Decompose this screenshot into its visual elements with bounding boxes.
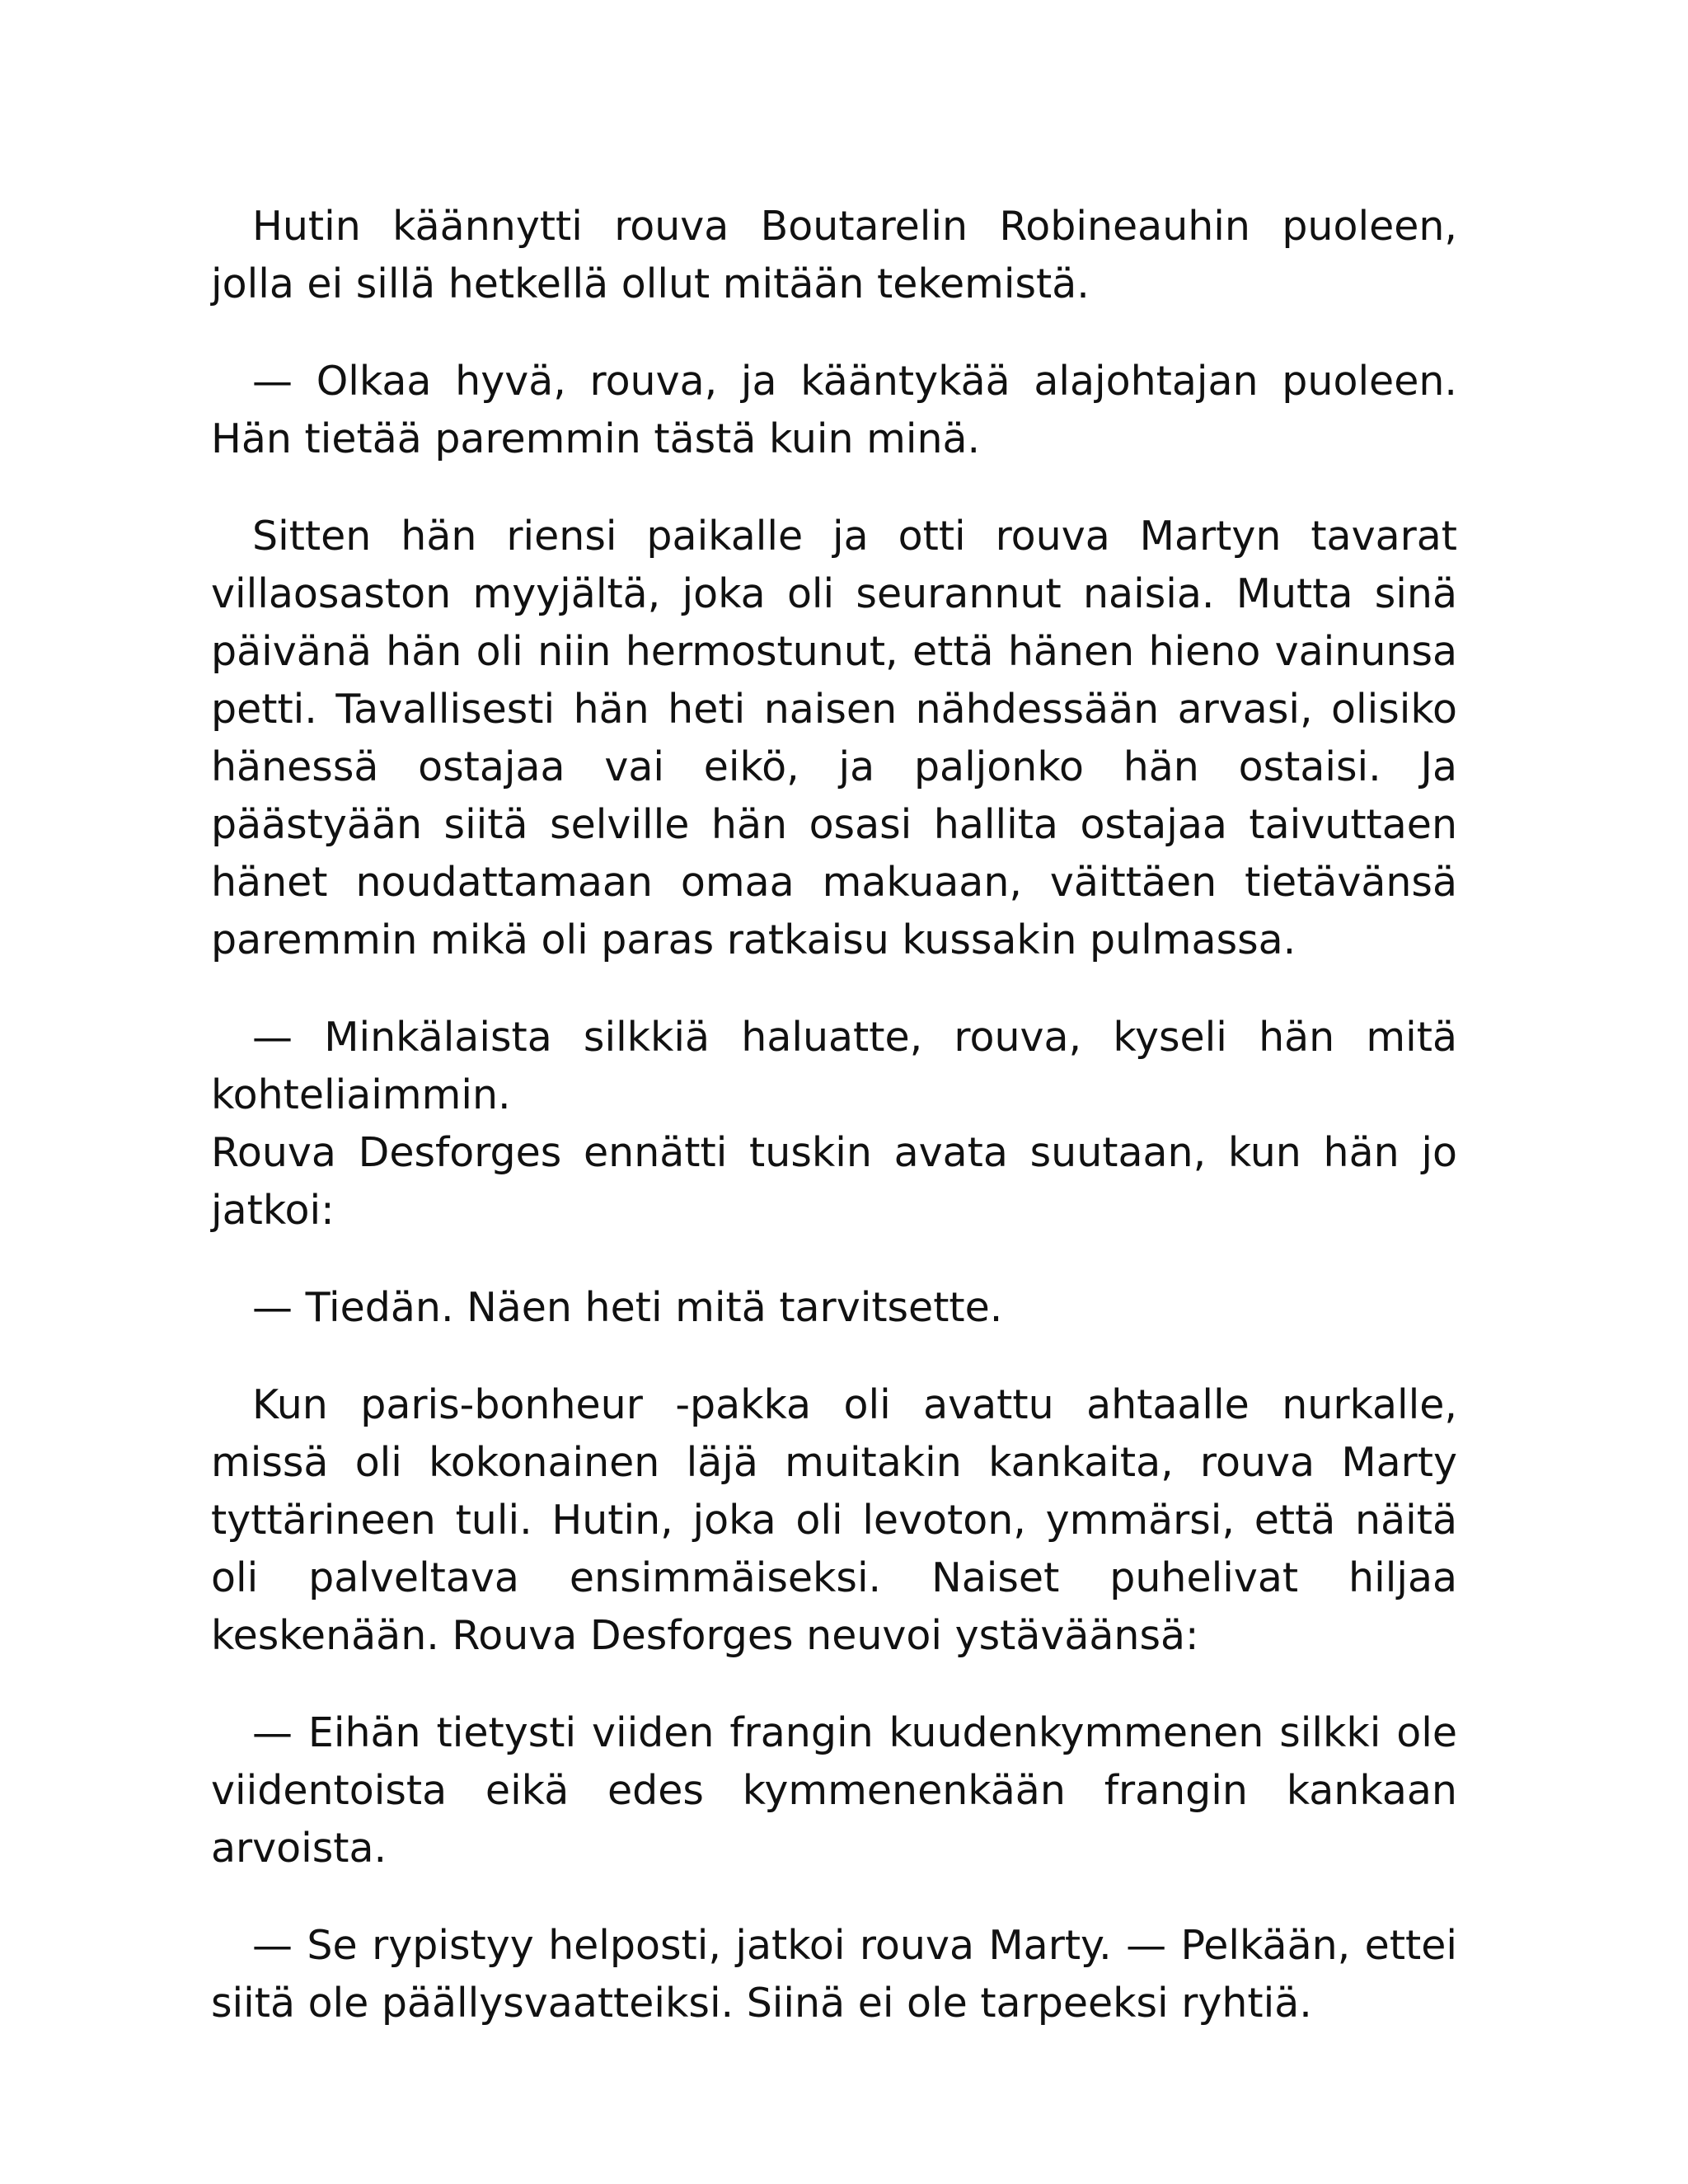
paragraph: — Olkaa hyvä, rouva, ja kääntykää alajohtajan puoleen. Hän tietää paremmin tästä kuin minä.: [211, 358, 1457, 462]
paragraph: — Eihän tietysti viiden frangin kuudenkymmenen silkki ole viidentoista eikä edes kymmenenkään frangin kankaan arvoista.: [211, 1709, 1457, 1872]
paragraph: — Tiedän. Näen heti mitä tarvitsette.: [252, 1284, 1003, 1331]
document-body: [211, 198, 1457, 2072]
paragraph: — Se rypistyy helposti, jatkoi rouva Marty. — Pelkään, ettei siitä ole päällysvaatteiksi. Siinä ei ole tarpeeksi ryhtiä.: [211, 1922, 1457, 2027]
paragraph: Sitten hän riensi paikalle ja otti rouva Martyn tavarat villaosaston myyjältä, joka oli seurannut naisia. Mutta sinä päivänä hän oli niin hermostunut, että hänen hieno vainunsa petti. Tavallisesti hän heti naisen nähdessään arvasi, olisiko hänessä ostajaa vai eikö, ja paljonko hän ostaisi. Ja päästyään siitä selville hän osasi hallita ostajaa taivuttaen hänet noudattamaan omaa makuaan, väittäen tietävänsä paremmin mikä oli paras ratkaisu kussakin pulmassa.: [211, 513, 1457, 963]
paragraph: Kun paris-bonheur -pakka oli avattu ahtaalle nurkalle, missä oli kokonainen läjä muitakin kankaita, rouva Marty tyttärineen tuli. Hutin, joka oli levoton, ymmärsi, että näitä oli palveltava ensimmäiseksi. Naiset puhelivat hiljaa keskenään. Rouva Desforges neuvoi ystäväänsä:: [211, 1381, 1457, 1659]
paragraph: — Minkälaista silkkiä haluatte, rouva, kyseli hän mitä kohteliaimmin.: [211, 1014, 1457, 1118]
paragraph: Rouva Desforges ennätti tuskin avata suutaan, kun hän jo jatkoi:: [211, 1129, 1457, 1234]
paragraph: Hutin käännytti rouva Boutarelin Robineauhin puoleen, jolla ei sillä hetkellä ollut mitään tekemistä.: [211, 203, 1457, 307]
